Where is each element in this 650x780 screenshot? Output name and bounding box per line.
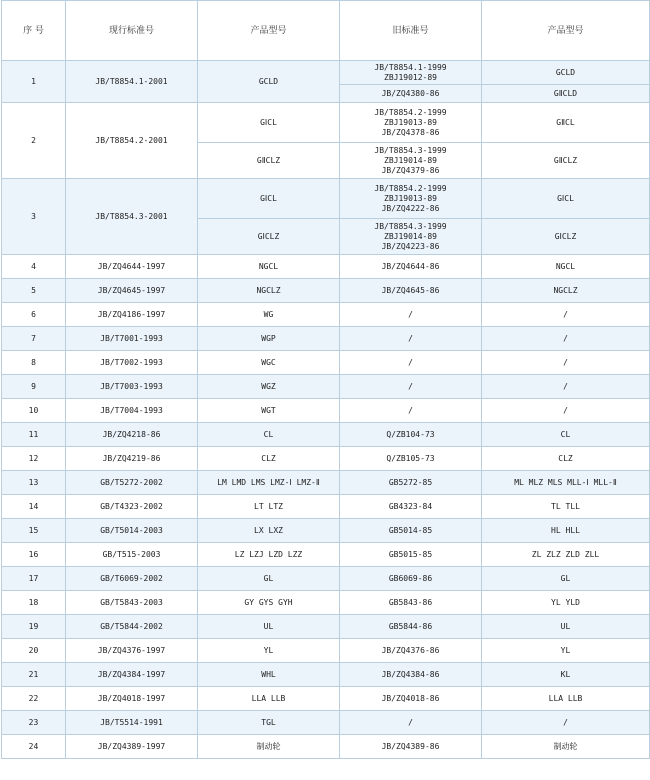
- cell-product-model: GⅠCL: [198, 103, 340, 143]
- cell-current-standard: JB/ZQ4219-86: [66, 447, 198, 471]
- cell-no: 12: [2, 447, 66, 471]
- cell-old-product-model: CLZ: [482, 447, 650, 471]
- cell-current-standard: GB/T6069-2002: [66, 567, 198, 591]
- cell-product-model: UL: [198, 615, 340, 639]
- cell-product-model: LT LTZ: [198, 495, 340, 519]
- cell-no: 2: [2, 103, 66, 179]
- header-old-standard: 旧标准号: [340, 1, 482, 61]
- cell-product-model: GL: [198, 567, 340, 591]
- cell-old-product-model: GⅠCLZ: [482, 219, 650, 255]
- cell-no: 22: [2, 687, 66, 711]
- table-row: [2, 447, 650, 471]
- cell-old-standard: GB5272-85: [340, 471, 482, 495]
- cell-current-standard: JB/ZQ4645-1997: [66, 279, 198, 303]
- cell-old-standard: /: [340, 327, 482, 351]
- table-row: [2, 687, 650, 711]
- old-standard-line: JB/T8854.3-1999: [374, 145, 447, 155]
- old-standard-line: JB/T8854.2-1999: [374, 183, 447, 193]
- table-row: [2, 711, 650, 735]
- cell-old-product-model: GⅡCLD: [482, 85, 650, 103]
- old-standard-line: ZBJ19014-89: [384, 231, 437, 241]
- table-row: [2, 495, 650, 519]
- cell-old-product-model: /: [482, 399, 650, 423]
- cell-old-product-model: KL: [482, 663, 650, 687]
- cell-old-standard: GB6069-86: [340, 567, 482, 591]
- cell-product-model: WGT: [198, 399, 340, 423]
- cell-old-product-model: /: [482, 327, 650, 351]
- table-row: [2, 639, 650, 663]
- cell-old-standard: GB5014-85: [340, 519, 482, 543]
- table-row: [2, 255, 650, 279]
- cell-old-standard: JB/ZQ4380-86: [340, 85, 482, 103]
- cell-current-standard: GB/T5272-2002: [66, 471, 198, 495]
- cell-no: 17: [2, 567, 66, 591]
- cell-current-standard: JB/ZQ4018-1997: [66, 687, 198, 711]
- cell-current-standard: JB/ZQ4384-1997: [66, 663, 198, 687]
- old-standard-line: ZBJ19014-89: [384, 155, 437, 165]
- table-row: [2, 471, 650, 495]
- table-row: [2, 615, 650, 639]
- cell-no: 21: [2, 663, 66, 687]
- cell-no: 24: [2, 735, 66, 759]
- cell-no: 16: [2, 543, 66, 567]
- table-row: [2, 351, 650, 375]
- cell-product-model: YL: [198, 639, 340, 663]
- cell-old-product-model: UL: [482, 615, 650, 639]
- cell-current-standard: JB/T8854.3-2001: [66, 179, 198, 255]
- cell-product-model: WGP: [198, 327, 340, 351]
- cell-product-model: GCLD: [198, 61, 340, 103]
- table-row: [2, 735, 650, 759]
- cell-no: 23: [2, 711, 66, 735]
- old-standard-line: JB/ZQ4379-86: [381, 165, 440, 175]
- cell-no: 7: [2, 327, 66, 351]
- cell-old-standard: /: [340, 375, 482, 399]
- table-row: [2, 567, 650, 591]
- cell-current-standard: GB/T5843-2003: [66, 591, 198, 615]
- cell-current-standard: JB/ZQ4644-1997: [66, 255, 198, 279]
- table-row: [2, 519, 650, 543]
- cell-no: 14: [2, 495, 66, 519]
- cell-old-standard: [340, 103, 482, 143]
- cell-product-model: LX LXZ: [198, 519, 340, 543]
- header-old-product-model: 产品型号: [482, 1, 650, 61]
- cell-old-standard: /: [340, 303, 482, 327]
- cell-old-product-model: TL TLL: [482, 495, 650, 519]
- cell-old-product-model: NGCL: [482, 255, 650, 279]
- cell-old-product-model: YL YLD: [482, 591, 650, 615]
- cell-old-standard: [340, 143, 482, 179]
- header-product-model: 产品型号: [198, 1, 340, 61]
- old-standard-line: JB/ZQ4222-86: [381, 203, 440, 213]
- old-standard-line: ZBJ19012-89: [384, 72, 437, 82]
- cell-old-product-model: /: [482, 375, 650, 399]
- header-current-standard: 现行标准号: [66, 1, 198, 61]
- cell-current-standard: JB/ZQ4376-1997: [66, 639, 198, 663]
- standards-table: [1, 0, 650, 759]
- cell-old-product-model: ML MLZ MLS MLL-Ⅰ MLL-Ⅱ: [482, 471, 650, 495]
- table-row: [2, 375, 650, 399]
- cell-current-standard: JB/T8854.1-2001: [66, 61, 198, 103]
- cell-no: 20: [2, 639, 66, 663]
- cell-no: 15: [2, 519, 66, 543]
- cell-product-model: CLZ: [198, 447, 340, 471]
- cell-product-model: LZ LZJ LZD LZZ: [198, 543, 340, 567]
- cell-old-standard: JB/ZQ4389-86: [340, 735, 482, 759]
- cell-old-standard: /: [340, 399, 482, 423]
- cell-current-standard: JB/ZQ4389-1997: [66, 735, 198, 759]
- header-row: [2, 1, 650, 61]
- cell-old-standard: /: [340, 711, 482, 735]
- cell-old-standard: GB4323-84: [340, 495, 482, 519]
- old-standard-line: ZBJ19013-89: [384, 193, 437, 203]
- cell-product-model: WGZ: [198, 375, 340, 399]
- table-row: [2, 179, 650, 219]
- table-row: [2, 543, 650, 567]
- cell-current-standard: JB/T8854.2-2001: [66, 103, 198, 179]
- cell-current-standard: JB/T7002-1993: [66, 351, 198, 375]
- cell-old-product-model: YL: [482, 639, 650, 663]
- cell-current-standard: JB/ZQ4186-1997: [66, 303, 198, 327]
- cell-product-model: NGCLZ: [198, 279, 340, 303]
- cell-no: 5: [2, 279, 66, 303]
- table-row: [2, 327, 650, 351]
- old-standard-line: JB/ZQ4378-86: [381, 127, 440, 137]
- cell-old-standard: GB5844-86: [340, 615, 482, 639]
- cell-no: 19: [2, 615, 66, 639]
- old-standard-line: ZBJ19013-89: [384, 117, 437, 127]
- cell-current-standard: GB/T5014-2003: [66, 519, 198, 543]
- table-row: [2, 279, 650, 303]
- table-row: [2, 303, 650, 327]
- cell-old-standard: [340, 61, 482, 85]
- cell-old-standard: Q/ZB104-73: [340, 423, 482, 447]
- cell-product-model: NGCL: [198, 255, 340, 279]
- cell-old-product-model: GⅡCLZ: [482, 143, 650, 179]
- cell-product-model: CL: [198, 423, 340, 447]
- cell-old-product-model: LLA LLB: [482, 687, 650, 711]
- old-standard-line: JB/ZQ4223-86: [381, 241, 440, 251]
- table-row: [2, 591, 650, 615]
- cell-old-standard: JB/ZQ4018-86: [340, 687, 482, 711]
- cell-old-standard: [340, 179, 482, 219]
- cell-current-standard: GB/T515-2003: [66, 543, 198, 567]
- cell-old-product-model: /: [482, 303, 650, 327]
- cell-old-product-model: 制动轮: [482, 735, 650, 759]
- old-standard-line: JB/T8854.3-1999: [374, 221, 447, 231]
- cell-no: 10: [2, 399, 66, 423]
- cell-current-standard: JB/T5514-1991: [66, 711, 198, 735]
- table-row: [2, 423, 650, 447]
- cell-product-model: GⅡCLZ: [198, 143, 340, 179]
- table-row: [2, 663, 650, 687]
- cell-no: 13: [2, 471, 66, 495]
- cell-no: 4: [2, 255, 66, 279]
- cell-old-standard: GB5843-86: [340, 591, 482, 615]
- cell-current-standard: GB/T5844-2002: [66, 615, 198, 639]
- cell-current-standard: JB/T7001-1993: [66, 327, 198, 351]
- cell-product-model: GY GYS GYH: [198, 591, 340, 615]
- cell-product-model: WG: [198, 303, 340, 327]
- cell-old-product-model: GL: [482, 567, 650, 591]
- cell-product-model: 制动轮: [198, 735, 340, 759]
- cell-old-standard: GB5015-85: [340, 543, 482, 567]
- table-row: [2, 61, 650, 85]
- cell-old-product-model: GⅡCL: [482, 103, 650, 143]
- cell-old-product-model: ZL ZLZ ZLD ZLL: [482, 543, 650, 567]
- cell-old-product-model: CL: [482, 423, 650, 447]
- cell-old-product-model: GCLD: [482, 61, 650, 85]
- cell-current-standard: JB/T7003-1993: [66, 375, 198, 399]
- cell-no: 11: [2, 423, 66, 447]
- cell-no: 18: [2, 591, 66, 615]
- old-standard-line: JB/T8854.2-1999: [374, 107, 447, 117]
- cell-old-standard: JB/ZQ4376-86: [340, 639, 482, 663]
- header-no: 序 号: [2, 1, 66, 61]
- cell-product-model: WHL: [198, 663, 340, 687]
- cell-current-standard: JB/T7004-1993: [66, 399, 198, 423]
- cell-no: 6: [2, 303, 66, 327]
- cell-no: 1: [2, 61, 66, 103]
- cell-product-model: LM LMD LMS LMZ-Ⅰ LMZ-Ⅱ: [198, 471, 340, 495]
- cell-product-model: GⅠCLZ: [198, 219, 340, 255]
- cell-old-standard: /: [340, 351, 482, 375]
- table-row: [2, 103, 650, 143]
- cell-product-model: WGC: [198, 351, 340, 375]
- cell-product-model: LLA LLB: [198, 687, 340, 711]
- cell-no: 8: [2, 351, 66, 375]
- cell-old-standard: JB/ZQ4645-86: [340, 279, 482, 303]
- cell-old-standard: Q/ZB105-73: [340, 447, 482, 471]
- cell-old-standard: [340, 219, 482, 255]
- cell-no: 3: [2, 179, 66, 255]
- old-standard-line: JB/T8854.1-1999: [374, 62, 447, 72]
- cell-old-product-model: /: [482, 351, 650, 375]
- cell-product-model: GⅠCL: [198, 179, 340, 219]
- table-row: [2, 399, 650, 423]
- cell-old-standard: JB/ZQ4644-86: [340, 255, 482, 279]
- cell-old-standard: JB/ZQ4384-86: [340, 663, 482, 687]
- cell-current-standard: GB/T4323-2002: [66, 495, 198, 519]
- cell-old-product-model: GⅠCL: [482, 179, 650, 219]
- cell-current-standard: JB/ZQ4218-86: [66, 423, 198, 447]
- cell-old-product-model: HL HLL: [482, 519, 650, 543]
- cell-product-model: TGL: [198, 711, 340, 735]
- cell-no: 9: [2, 375, 66, 399]
- cell-old-product-model: NGCLZ: [482, 279, 650, 303]
- cell-old-product-model: /: [482, 711, 650, 735]
